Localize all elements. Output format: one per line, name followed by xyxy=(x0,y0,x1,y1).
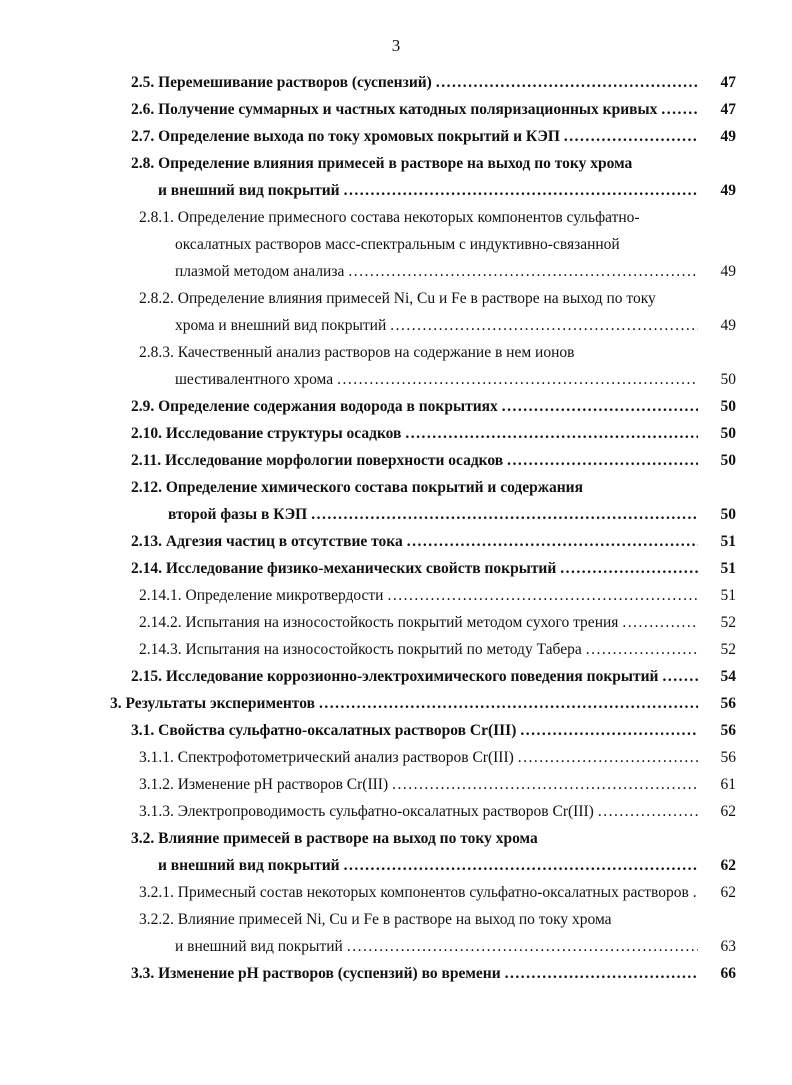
toc-page-number: 49 xyxy=(720,317,736,334)
dot-leader xyxy=(436,74,698,92)
toc-entry-title: 3.2.1. Примесный состав некоторых компонентов сульфатно-оксалатных растворов xyxy=(139,884,689,901)
toc-entry-title: 2.11. Исследование морфологии поверхности осадков xyxy=(131,452,504,469)
dot-leader xyxy=(560,560,698,578)
dot-leader xyxy=(622,614,698,632)
toc-page-number: 56 xyxy=(720,749,736,766)
toc-entry-title: 3.1.2. Изменение pH растворов Cr(III) xyxy=(139,776,389,793)
toc-page-number: 49 xyxy=(720,128,736,145)
dot-leader xyxy=(693,884,698,902)
toc-entry-title: 3.1.1. Спектрофотометрический анализ растворов Cr(III) xyxy=(139,749,514,766)
dot-leader xyxy=(505,965,698,983)
toc-entry-title: плазмой методом анализа xyxy=(175,263,345,280)
dot-leader xyxy=(598,803,698,821)
toc-page-number: 62 xyxy=(720,803,736,820)
dot-leader xyxy=(344,182,698,200)
toc-entry-title: второй фазы в КЭП xyxy=(168,506,308,523)
toc-entry-title: 3.2. Влияние примесей в растворе на выход по току хрома xyxy=(131,830,538,847)
dot-leader xyxy=(319,695,698,713)
dot-leader xyxy=(390,317,698,335)
toc-page-number: 50 xyxy=(720,452,736,469)
toc-page-number: 50 xyxy=(720,371,736,388)
toc-page-number: 50 xyxy=(720,398,736,415)
dot-leader xyxy=(662,668,698,686)
toc-entry-title: и внешний вид покрытий xyxy=(175,938,343,955)
toc-entry-title: 3.3. Изменение pH растворов (суспензий) во времени xyxy=(131,965,501,982)
toc-entry-title: 2.12. Определение химического состава покрытий и содержания xyxy=(131,479,583,496)
toc-entry-title: 2.5. Перемешивание растворов (суспензий) xyxy=(131,74,432,91)
toc-entry-title: 2.8.2. Определение влияния примесей Ni, Cu и Fe в растворе на выход по току xyxy=(139,290,656,307)
dot-leader xyxy=(405,425,698,443)
toc-page-number: 50 xyxy=(720,425,736,442)
toc-entry-title: 2.13. Адгезия частиц в отсутствие тока xyxy=(131,533,403,550)
dot-leader xyxy=(564,128,698,146)
dot-leader xyxy=(507,452,698,470)
toc-entry-title: 2.14.1. Определение микротвердости xyxy=(139,587,384,604)
toc-page-number: 62 xyxy=(720,884,736,901)
dot-leader xyxy=(347,938,698,956)
dot-leader xyxy=(586,641,698,659)
toc-page-number: 56 xyxy=(720,695,736,712)
toc-page-number: 51 xyxy=(720,587,736,604)
dot-leader xyxy=(502,398,698,416)
toc-page-number: 47 xyxy=(720,101,736,118)
toc-entry-title: 2.8.3. Качественный анализ растворов на содержание в нем ионов xyxy=(139,344,575,361)
toc-page-number: 49 xyxy=(720,182,736,199)
toc-entry-title: и внешний вид покрытий xyxy=(158,857,340,874)
toc-entry-title: 3.1.3. Электропроводимость сульфатно-оксалатных растворов Cr(III) xyxy=(139,803,594,820)
dot-leader xyxy=(387,587,698,605)
toc-entry-title: и внешний вид покрытий xyxy=(158,182,340,199)
toc-entry-title: шестивалентного хрома xyxy=(175,371,334,388)
page-number: 3 xyxy=(391,36,401,55)
dot-leader xyxy=(407,533,698,551)
toc-entry-title: 2.6. Получение суммарных и частных катодных поляризационных кривых xyxy=(131,101,658,118)
dot-leader xyxy=(311,506,698,524)
toc-page-number: 63 xyxy=(720,938,736,955)
dot-leader xyxy=(392,776,698,794)
dot-leader xyxy=(661,101,698,119)
toc-entry-title: 2.9. Определение содержания водорода в покрытиях xyxy=(131,398,498,415)
toc-page-number: 52 xyxy=(720,614,736,631)
dot-leader xyxy=(518,749,698,767)
toc-page-number: 62 xyxy=(720,857,736,874)
toc-entry-title: 2.8. Определение влияния примесей в растворе на выход по току хрома xyxy=(131,155,633,172)
toc-entry-title: хрома и внешний вид покрытий xyxy=(175,317,387,334)
toc-entry-title: 2.14. Исследование физико-механических свойств покрытий xyxy=(131,560,557,577)
toc-page-number: 51 xyxy=(720,560,736,577)
toc-page-number: 52 xyxy=(720,641,736,658)
toc-entry-title: оксалатных растворов масс-спектральным с индуктивно-связанной xyxy=(175,236,620,253)
toc-page-number: 49 xyxy=(720,263,736,280)
toc-entry-title: 2.15. Исследование коррозионно-электрохимического поведения покрытий xyxy=(131,668,659,685)
toc-entry-title: 2.7. Определение выхода по току хромовых покрытий и КЭП xyxy=(131,128,560,145)
toc-entry-title: 2.8.1. Определение примесного состава некоторых компонентов сульфатно- xyxy=(139,209,640,226)
toc-page-number: 50 xyxy=(720,506,736,523)
toc-entry-title: 3. Результаты экспериментов xyxy=(110,695,315,712)
toc-page-number: 54 xyxy=(720,668,736,685)
toc-page-number: 66 xyxy=(720,965,736,982)
toc-entry-title: 2.14.3. Испытания на износостойкость покрытий по методу Табера xyxy=(139,641,582,658)
dot-leader xyxy=(337,371,698,389)
toc-page-number: 61 xyxy=(720,776,736,793)
toc-page-number: 51 xyxy=(720,533,736,550)
toc-entry-title: 2.10. Исследование структуры осадков xyxy=(131,425,402,442)
dot-leader xyxy=(348,263,698,281)
dot-leader xyxy=(344,857,698,875)
dot-leader xyxy=(520,722,698,740)
toc-entry-title: 3.2.2. Влияние примесей Ni, Cu и Fe в растворе на выход по току хрома xyxy=(139,911,612,928)
toc-entry-title: 2.14.2. Испытания на износостойкость покрытий методом сухого трения xyxy=(139,614,619,631)
toc-page-number: 47 xyxy=(720,74,736,91)
toc-entry-title: 3.1. Свойства сульфатно-оксалатных растворов Cr(III) xyxy=(131,722,517,739)
toc-page-number: 56 xyxy=(720,722,736,739)
